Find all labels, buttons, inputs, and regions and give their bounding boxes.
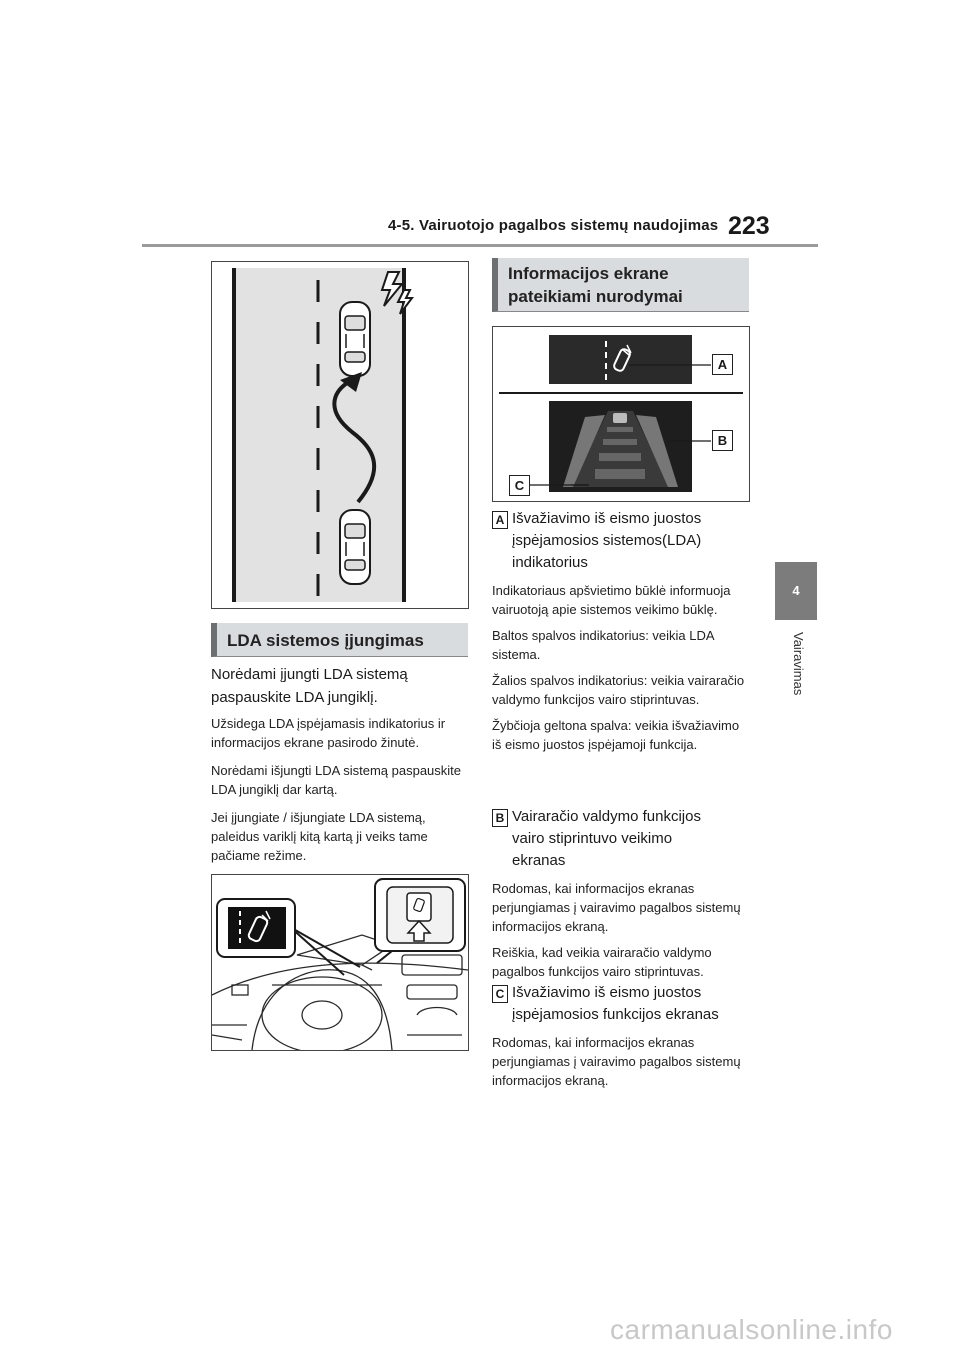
paragraph: Žybčioja geltona spalva: veikia išvažiavimo iš eismo juostos įspėjamoji funkcija. — [492, 718, 740, 752]
lda-activation-paragraphs — [211, 714, 467, 865]
info-display-illustration — [493, 327, 749, 501]
paragraph: Jei įjungiate / išjungiate LDA sistemą, paleidus variklį kitą kartą ji veiks tame pačiame režime. — [211, 810, 428, 863]
paragraph: Indikatoriaus apšvietimo būklė informuoja vairuotoją apie sistemos veikimo būklę. — [492, 583, 731, 617]
paragraph: Užsidega LDA įspėjamasis indikatorius ir informacijos ekrane pasirodo žinutė. — [211, 716, 446, 750]
car-lower-icon — [340, 510, 370, 584]
dashboard-illustration — [212, 875, 468, 1050]
lda-switch-figure — [211, 874, 469, 1051]
lda-activation-lead: Norėdami įjungti LDA sistemą paspauskite LDA jungiklį. — [211, 666, 408, 706]
watermark: carmanualsonline.info — [610, 1314, 893, 1345]
figure-label-a: A — [712, 354, 733, 375]
paragraph: Rodomas, kai informacijos ekranas perjungiamas į vairavimo pagalbos sistemų informacijos ekraną. — [492, 881, 741, 934]
page-number: 223 — [728, 212, 770, 240]
badge-a: A — [492, 511, 508, 529]
info-display-figure — [492, 326, 750, 502]
header-rule — [142, 244, 818, 247]
section-heading-lda-activation: LDA sistemos įjungimas — [211, 623, 468, 657]
item-c — [492, 982, 750, 1090]
badge-c: C — [492, 985, 508, 1003]
paragraph: Norėdami išjungti LDA sistemą paspauskite LDA jungiklį dar kartą. — [211, 763, 462, 797]
chapter-tab: 4 — [775, 562, 817, 620]
paragraph: Reiškia, kad veikia vairaračio valdymo pagalbos funkcijos vairo stiprintuvas. — [492, 945, 712, 979]
running-header-title: 4-5. Vairuotojo pagalbos sistemų naudojimas — [388, 217, 719, 234]
figure-label-b: B — [712, 430, 733, 451]
paragraph: Rodomas, kai informacijos ekranas perjungiamas į vairavimo pagalbos sistemų informacijos ekraną. — [492, 1035, 741, 1088]
chapter-label: Vairavimas — [791, 632, 806, 696]
lane-departure-illustration — [212, 262, 468, 608]
lda-switch-callout — [375, 879, 465, 963]
lane-departure-figure — [211, 261, 469, 609]
item-a-title: Išvažiavimo iš eismo juostos įspėjamosios sistemos(LDA) indikatorius — [512, 510, 702, 571]
item-b — [492, 806, 750, 981]
section-heading-info-display: Informacijos ekrane pateikiami nurodymai — [492, 258, 749, 312]
figure-label-c: C — [509, 475, 530, 496]
paragraph: Žalios spalvos indikatorius: veikia vairaračio valdymo funkcijos vairo stiprintuvas. — [492, 673, 745, 707]
item-b-title: Vairaračio valdymo funkcijos vairo stiprintuvo veikimo ekranas — [512, 808, 701, 869]
item-c-title: Išvažiavimo iš eismo juostos įspėjamosios funkcijos ekranas — [512, 984, 719, 1023]
paragraph: Baltos spalvos indikatorius: veikia LDA sistema. — [492, 628, 714, 662]
badge-b: B — [492, 809, 508, 827]
car-upper-icon — [340, 302, 370, 376]
item-a — [492, 508, 750, 754]
